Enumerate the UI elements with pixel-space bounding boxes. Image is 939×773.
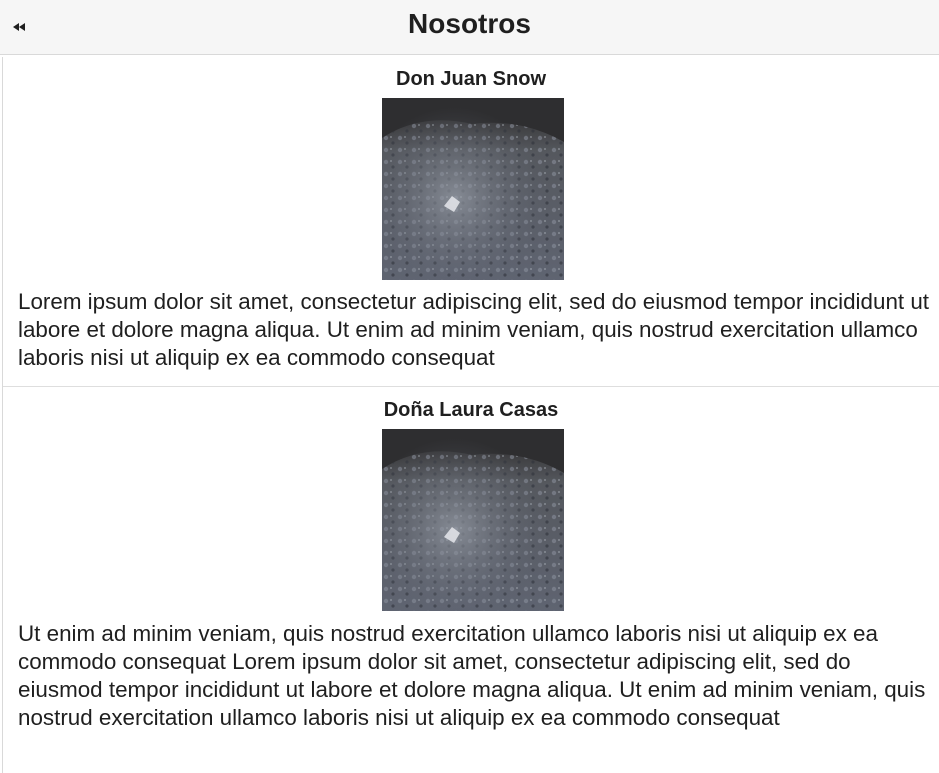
member-name: Don Juan Snow — [396, 68, 546, 90]
member-bio: Ut enim ad minim veniam, quis nostrud exercitation ullamco laboris nisi ut aliquip ex ea commodo consequat Lorem ipsum dolor sit amet, consectetur adipiscing elit, sed do eiusmod tempor incididunt ut labore et dolore magna aliqua. Ut enim ad minim veniam, quis nostrud exercitation ullamco laboris nisi ut aliquip ex ea commodo consequat — [18, 621, 926, 730]
team-member-card — [3, 388, 939, 773]
team-list — [2, 57, 939, 773]
member-photo — [382, 429, 564, 611]
page-title: Nosotros — [408, 8, 531, 39]
team-member-card — [3, 57, 939, 387]
member-name: Doña Laura Casas — [383, 399, 559, 421]
member-photo — [382, 98, 564, 280]
top-bar — [0, 0, 939, 55]
member-bio: Lorem ipsum dolor sit amet, consectetur adipiscing elit, sed do eiusmod tempor incididunt ut labore et dolore magna aliqua. Ut enim ad minim veniam, quis nostrud exercitation ullamco laboris nisi ut aliquip ex ea commodo consequat — [18, 289, 930, 370]
